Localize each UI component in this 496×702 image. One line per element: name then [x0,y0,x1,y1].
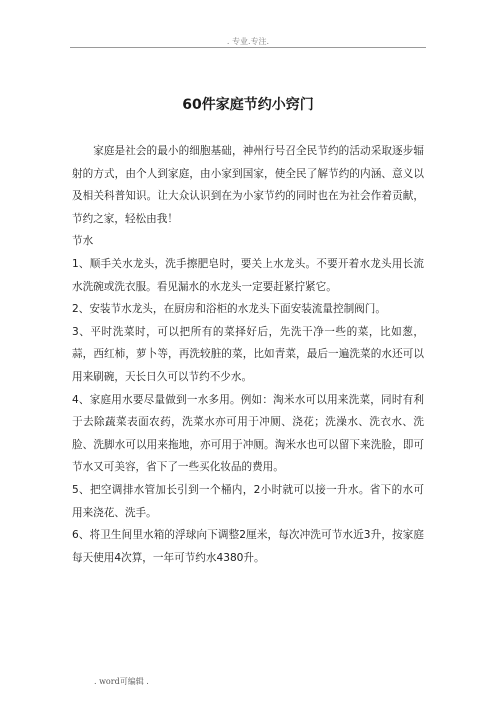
list-item: 6、将卫生间里水箱的浮球向下调整2厘米，每次冲洗可节水近3升，按家庭每天使用4次算，一年可节约水4380升。 [72,529,424,564]
page-header: . 专业.专注. [226,37,270,46]
page-footer: . word可编辑 . [94,677,149,686]
list-item: 3、平时洗菜时，可以把所有的菜择好后，先洗干净一些的菜，比如葱，蒜，西红柿，萝卜等，再洗较脏的菜，比如青菜，最后一遍洗菜的水还可以用来刷碗，天长日久可以节约不少水。 [72,325,424,383]
section-heading: 节水 [72,235,94,248]
document-title: 60件家庭节约小窍门 [182,97,314,113]
list-item: 1、顺手关水龙头，洗手擦肥皂时，要关上水龙头。不要开着水龙头用长流水洗碗或洗衣服。看见漏水的水龙头一定要赶紧拧紧它。 [72,257,424,293]
list-item: 5、把空调排水管加长引到一个桶内，2小时就可以接一升水。省下的水可用来浇花、洗手。 [72,483,424,519]
list-item: 4、家庭用水要尽量做到一水多用。例如：淘米水可以用来洗菜，同时有利于去除蔬菜表面农药，洗菜水亦可用于冲厕、浇花；洗澡水、洗衣水、洗脸、洗脚水可以用来拖地，亦可用于冲厕。淘米水也可以留下来洗脸，即可节水又可美容，省下了一些买化妆品的费用。 [72,393,424,474]
list-item: 2、安装节水龙头，在厨房和浴柜的水龙头下面安装流量控制阀门。 [72,303,386,316]
document-body [72,140,424,569]
header-divider [70,47,426,48]
intro-paragraph: 家庭是社会的最小的细胞基础，神州行号召全民节约的活动采取逐步辐射的方式，由个人到家庭，由小家到国家，使全民了解节约的内涵、意义以及相关科普知识。让大众认识到在为小家节约的同时也在为社会作着贡献，节约之家，轻松由我！ [72,145,424,225]
